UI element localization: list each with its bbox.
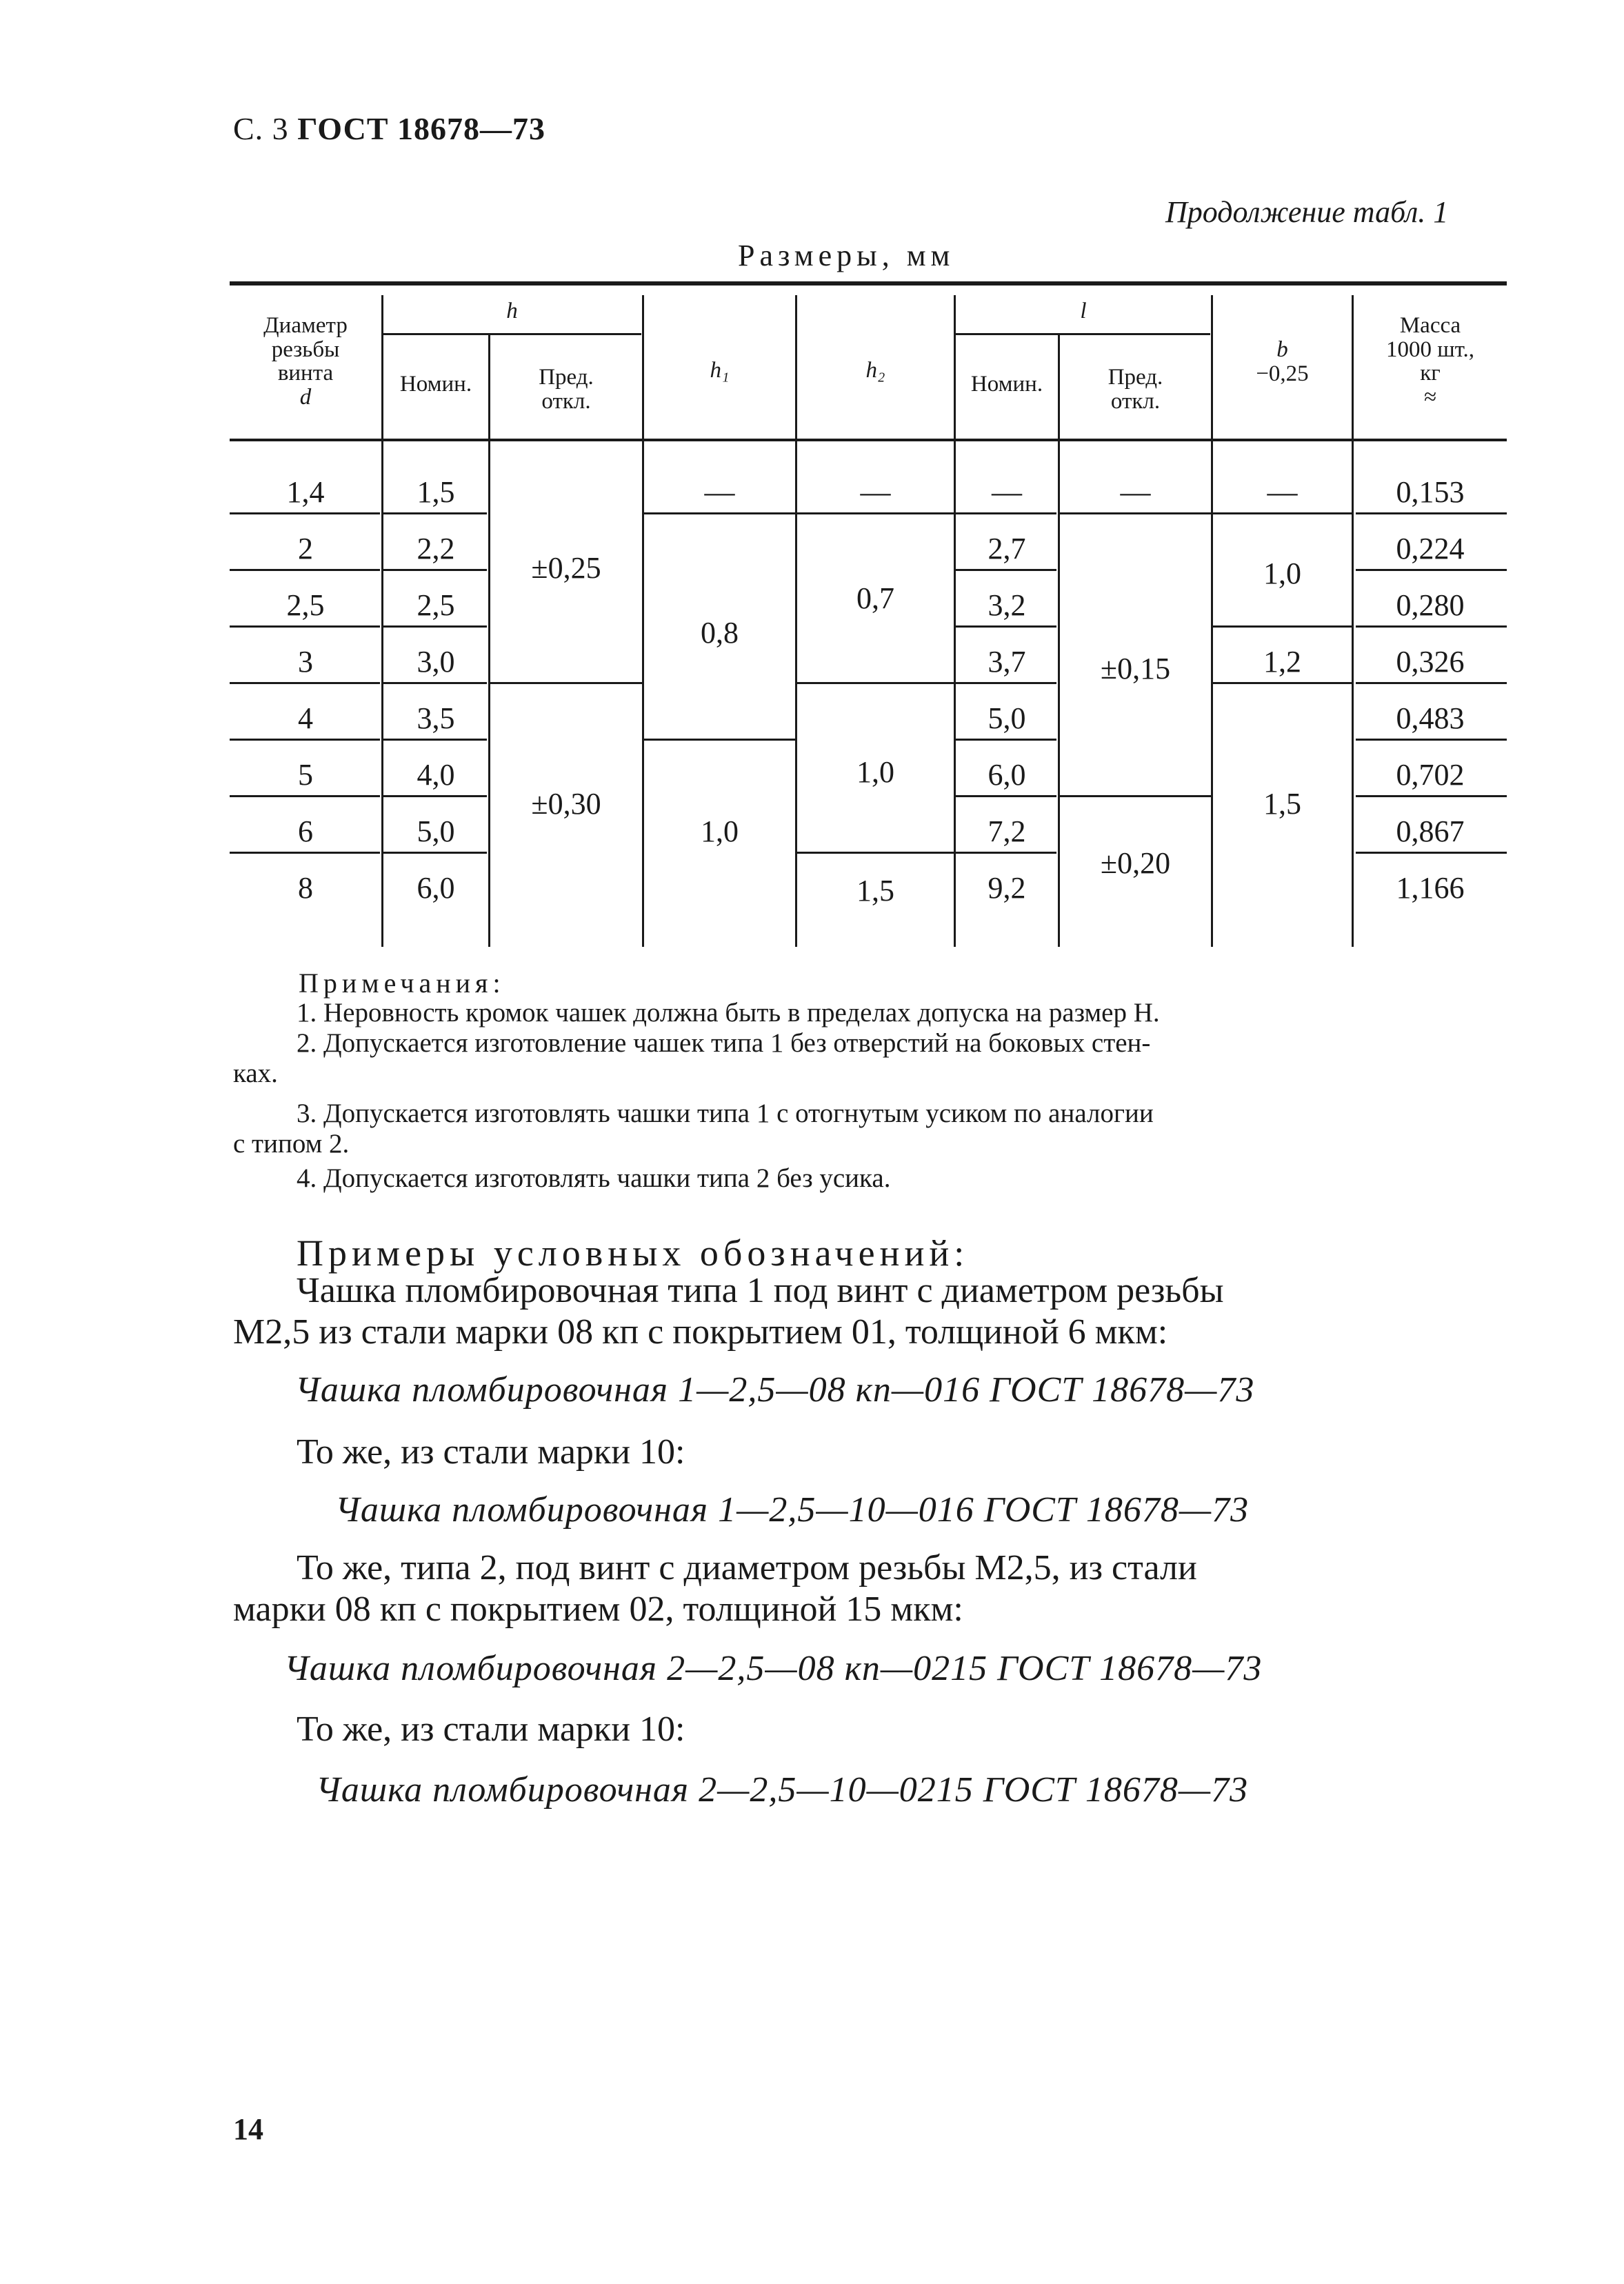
row-rule — [644, 739, 795, 741]
row-rule — [383, 569, 487, 571]
header-mass-line2: 1000 шт., — [1385, 337, 1475, 362]
cell-h-nom-3: 3,0 — [417, 645, 455, 679]
header-h — [383, 299, 641, 323]
cell-h2-0: — — [860, 475, 891, 509]
row-rule — [956, 852, 1056, 854]
example-1-text-line1: Чашка пломбировочная типа 1 под винт с диаметром резьбы — [297, 1271, 1224, 1310]
row-rule — [1356, 795, 1507, 797]
cell-l-nom-2: 3,2 — [988, 588, 1026, 622]
cell-l-dev-2: ±0,20 — [1100, 846, 1171, 880]
example-4-designation: Чашка пломбировочная 2—2,5—10—0215 ГОСТ 18678—73 — [316, 1770, 1249, 1810]
cell-mass-1: 0,224 — [1396, 532, 1465, 565]
row-rule — [383, 625, 487, 628]
header-h2-symbol: h₂ — [865, 358, 885, 383]
note-2-line2: ках. — [233, 1059, 278, 1088]
cell-l-nom-3: 3,7 — [988, 645, 1026, 679]
example-3-designation: Чашка пломбировочная 2—2,5—08 кп—0215 ГОСТ 18678—73 — [284, 1649, 1263, 1688]
row-rule — [383, 682, 487, 684]
row-rule — [1356, 512, 1507, 514]
cell-h-nom-2: 2,5 — [417, 588, 455, 622]
h-subheader-rule — [383, 333, 641, 335]
cell-d-4: 4 — [298, 701, 313, 735]
row-rule — [230, 739, 380, 741]
header-b-symbol: b — [1276, 337, 1288, 362]
header-mass — [1354, 314, 1507, 410]
cell-l-nom-0: — — [992, 475, 1022, 509]
page-header-prefix: С. 3 — [233, 111, 289, 146]
cell-mass-0: 0,153 — [1396, 475, 1465, 509]
cell-h1-2: 1,0 — [701, 814, 739, 848]
row-rule — [797, 512, 954, 514]
cell-l-nom-7: 9,2 — [988, 871, 1026, 905]
page-header — [233, 110, 545, 147]
note-2-line1: 2. Допускается изготовление чашек типа 1 без отверстий на боковых стен- — [297, 1028, 1151, 1058]
cell-d-3: 3 — [298, 645, 313, 679]
col-rule-4 — [795, 295, 797, 947]
row-rule — [1213, 682, 1352, 684]
cell-h-nom-4: 3,5 — [417, 701, 455, 735]
header-h-deviation — [490, 365, 642, 413]
header-mass-line3: кг — [1420, 361, 1441, 386]
notes-title: Примечания: — [299, 968, 505, 999]
row-rule — [230, 682, 380, 684]
row-rule — [956, 739, 1056, 741]
header-b-tolerance: −0,25 — [1256, 361, 1309, 386]
example-1-text-line2: М2,5 из стали марки 08 кп с покрытием 01, толщиной 6 мкм: — [233, 1312, 1168, 1352]
row-rule — [1356, 625, 1507, 628]
note-4: 4. Допускается изготовлять чашки типа 2 без усика. — [297, 1163, 891, 1193]
row-rule — [797, 852, 954, 854]
examples-title: Примеры условных обозначений: — [297, 1232, 970, 1274]
header-h2 — [797, 359, 954, 383]
row-rule — [1356, 852, 1507, 854]
cell-mass-4: 0,483 — [1396, 701, 1465, 735]
row-rule — [230, 569, 380, 571]
page-header-standard: ГОСТ 18678—73 — [297, 111, 546, 146]
cell-h1-0: — — [704, 475, 735, 509]
header-l-nominal: Номин. — [970, 372, 1043, 397]
cell-d-6: 6 — [298, 814, 313, 848]
row-rule — [230, 625, 380, 628]
table-top-rule — [230, 281, 1507, 286]
cell-l-dev-1: ±0,15 — [1100, 652, 1171, 685]
note-3-line2: с типом 2. — [233, 1129, 350, 1159]
header-b — [1213, 338, 1352, 385]
header-l-symbol: l — [1080, 299, 1087, 323]
cell-h2-2: 1,0 — [856, 755, 894, 789]
note-3-line1: 3. Допускается изготовлять чашки типа 1 с отогнутым усиком по аналогии — [297, 1099, 1154, 1128]
row-rule — [490, 682, 642, 684]
cell-mass-7: 1,166 — [1396, 871, 1465, 905]
header-mass-line4: ≈ — [1423, 384, 1437, 410]
col-rule-7 — [1211, 295, 1213, 947]
header-l-deviation-line2: откл. — [1110, 388, 1161, 414]
cell-d-5: 5 — [298, 758, 313, 792]
row-rule — [383, 795, 487, 797]
row-rule — [1356, 682, 1507, 684]
cell-h-nom-1: 2,2 — [417, 532, 455, 565]
row-rule — [956, 512, 1056, 514]
row-rule — [1356, 569, 1507, 571]
header-diameter-line3: винта — [277, 361, 334, 386]
example-2-text: То же, из стали марки 10: — [297, 1432, 685, 1472]
cell-d-7: 8 — [298, 871, 313, 905]
cell-mass-5: 0,702 — [1396, 758, 1465, 792]
cell-l-dev-0: — — [1120, 475, 1151, 509]
example-3-text-line2: марки 08 кп с покрытием 02, толщиной 15 мкм: — [233, 1590, 963, 1629]
cell-h-dev-0: ±0,25 — [531, 551, 601, 585]
row-rule — [383, 739, 487, 741]
table-units-caption: Размеры, мм — [738, 239, 955, 272]
cell-l-nom-6: 7,2 — [988, 814, 1026, 848]
row-rule — [956, 625, 1056, 628]
cell-b-2: 1,2 — [1263, 645, 1301, 679]
table-header-bottom-rule — [230, 439, 1507, 441]
cell-mass-2: 0,280 — [1396, 588, 1465, 622]
table-continuation-label: Продолжение табл. 1 — [1165, 195, 1449, 229]
l-subheader-rule — [955, 333, 1210, 335]
header-l — [956, 299, 1211, 323]
cell-h-nom-0: 1,5 — [417, 475, 455, 509]
cell-b-1: 1,0 — [1263, 557, 1301, 590]
header-diameter-symbol: d — [299, 384, 312, 410]
cell-h-nom-6: 5,0 — [417, 814, 455, 848]
col-rule-2 — [488, 333, 490, 947]
cell-h1-1: 0,8 — [701, 616, 739, 650]
example-4-text: То же, из стали марки 10: — [297, 1710, 685, 1749]
example-3-text-line1: То же, типа 2, под винт с диаметром резьбы М2,5, из стали — [297, 1548, 1197, 1587]
row-rule — [956, 795, 1056, 797]
header-h1-symbol: h₁ — [710, 358, 730, 383]
header-mass-line1: Масса — [1399, 313, 1461, 338]
row-rule — [383, 512, 487, 514]
header-h-symbol: h — [506, 299, 518, 323]
cell-h2-1: 0,7 — [856, 581, 894, 615]
cell-h2-3: 1,5 — [856, 874, 894, 908]
example-1-designation: Чашка пломбировочная 1—2,5—08 кп—016 ГОСТ 18678—73 — [295, 1370, 1255, 1410]
header-h-deviation-line1: Пред. — [539, 365, 594, 390]
row-rule — [230, 795, 380, 797]
header-l-deviation-line1: Пред. — [1107, 365, 1163, 390]
cell-b-3: 1,5 — [1263, 787, 1301, 821]
header-diameter-line4 — [230, 385, 381, 410]
cell-b-0: — — [1267, 475, 1298, 509]
cell-mass-6: 0,867 — [1396, 814, 1465, 848]
header-diameter-line2: резьбы — [271, 337, 340, 362]
example-2-designation: Чашка пломбировочная 1—2,5—10—016 ГОСТ 18678—73 — [335, 1490, 1250, 1530]
row-rule — [383, 852, 487, 854]
header-h-deviation-line2: откл. — [541, 388, 591, 414]
cell-d-2: 2,5 — [286, 588, 325, 622]
row-rule — [956, 682, 1056, 684]
row-rule — [1060, 512, 1211, 514]
header-h-nominal: Номин. — [399, 372, 472, 397]
cell-mass-3: 0,326 — [1396, 645, 1465, 679]
cell-l-nom-1: 2,7 — [988, 532, 1026, 565]
row-rule — [1213, 512, 1352, 514]
cell-h-nom-5: 4,0 — [417, 758, 455, 792]
cell-h-dev-1: ±0,30 — [531, 787, 601, 821]
header-diameter-line1: Диаметр — [263, 313, 348, 338]
note-1: 1. Неровность кромок чашек должна быть в пределах допуска на размер H. — [297, 998, 1160, 1028]
row-rule — [644, 512, 795, 514]
row-rule — [230, 512, 380, 514]
page-number: 14 — [233, 2112, 263, 2146]
cell-l-nom-4: 5,0 — [988, 701, 1026, 735]
row-rule — [1213, 625, 1352, 628]
header-h1 — [644, 359, 795, 383]
cell-l-nom-5: 6,0 — [988, 758, 1026, 792]
row-rule — [230, 852, 380, 854]
row-rule — [1060, 795, 1211, 797]
header-diameter — [230, 314, 381, 410]
cell-d-0: 1,4 — [286, 475, 325, 509]
row-rule — [797, 682, 954, 684]
header-l-deviation — [1060, 365, 1211, 413]
cell-d-1: 2 — [298, 532, 313, 565]
row-rule — [1356, 739, 1507, 741]
row-rule — [956, 569, 1056, 571]
header-b-line1 — [1213, 338, 1352, 362]
cell-h-nom-7: 6,0 — [417, 871, 455, 905]
